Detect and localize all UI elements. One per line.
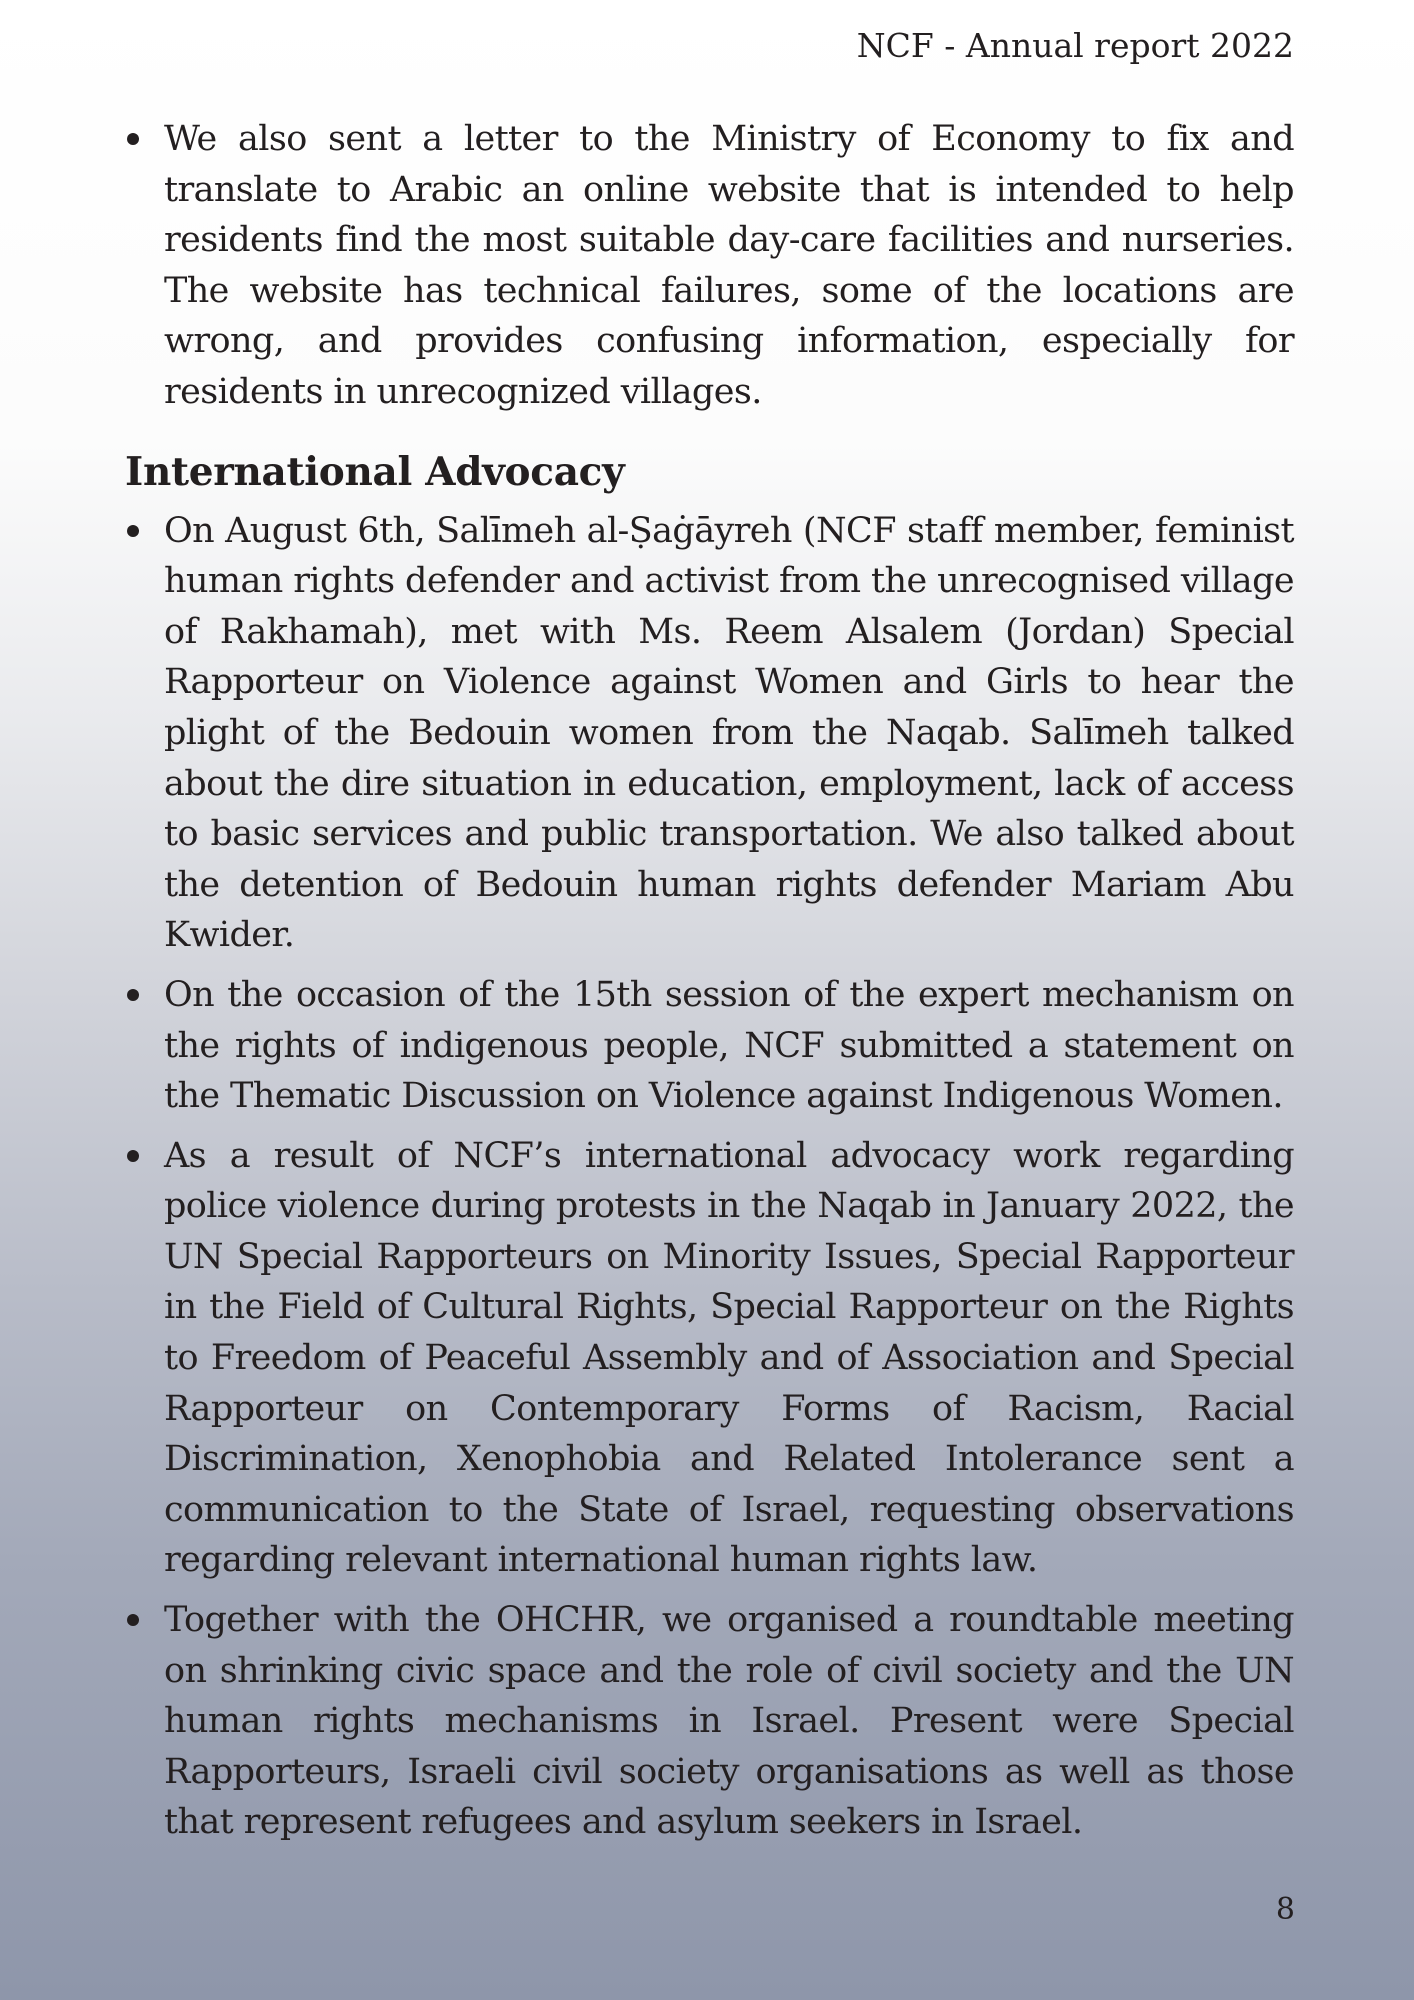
bullet-text: We also sent a letter to the Ministry of Economy to fix and translate to Arabic an online website that is intended to help residents find the most suitable day-care facilities and nurseries. The website has technical failures, some of the locations are wrong, and provides confusing information, especially for residents in unrecognized villages. [164, 119, 1294, 412]
bullet-text: Together with the OHCHR, we organised a roundtable meeting on shrinking civic space and the role of civil society and the UN human rights mechanisms in Israel. Present were Special Rapporteurs, Israeli civil society organisations as well as those that represent refugees and asylum seekers in Israel. [164, 1600, 1294, 1843]
bullet-icon [127, 989, 139, 1001]
list-item [125, 506, 1294, 961]
list-item [125, 1131, 1294, 1586]
section-heading: International Advocacy [125, 448, 625, 495]
intro-bullet-list [125, 114, 1294, 418]
list-item [125, 1595, 1294, 1848]
page-number: 8 [1275, 1892, 1295, 1927]
running-header: NCF - Annual report 2022 [856, 26, 1294, 65]
list-item [125, 114, 1294, 418]
page-content [125, 114, 1294, 1857]
bullet-icon [127, 1614, 139, 1626]
bullet-text: On August 6th, Salīmeh al-Ṣaġāyreh (NCF staff member, feminist human rights defender and activist from the unrecognised village of Rakhamah), met with Ms. Reem Alsalem (Jordan) Special Rapporteur on Violence against Women and Girls to hear the plight of the Bedouin women from the Naqab. Salīmeh talked about the dire situation in education, employment, lack of access to basic services and public transportation. We also talked about the detention of Bedouin human rights defender Mariam Abu Kwider. [164, 510, 1294, 956]
bullet-icon [127, 525, 139, 537]
list-item [125, 970, 1294, 1122]
bullet-icon [127, 133, 139, 145]
bullet-text: On the occasion of the 15th session of the expert mechanism on the rights of indigenous people, NCF submitted a statement on the Thematic Discussion on Violence against Indigenous Women. [164, 974, 1294, 1117]
bullet-icon [127, 1150, 139, 1162]
advocacy-bullet-list [125, 506, 1294, 1848]
bullet-text: As a result of NCF’s international advocacy work regarding police violence during protests in the Naqab in January 2022, the UN Special Rapporteurs on Minority Issues, Special Rapporteur in the Field of Cultural Rights, Special Rapporteur on the Rights to Freedom of Peaceful Assembly and of Association and Special Rapporteur on Contemporary Forms of Racism, Racial Discrimination, Xenophobia and Related Intolerance sent a communication to the State of Israel, requesting observations regarding relevant international human rights law. [164, 1135, 1294, 1581]
